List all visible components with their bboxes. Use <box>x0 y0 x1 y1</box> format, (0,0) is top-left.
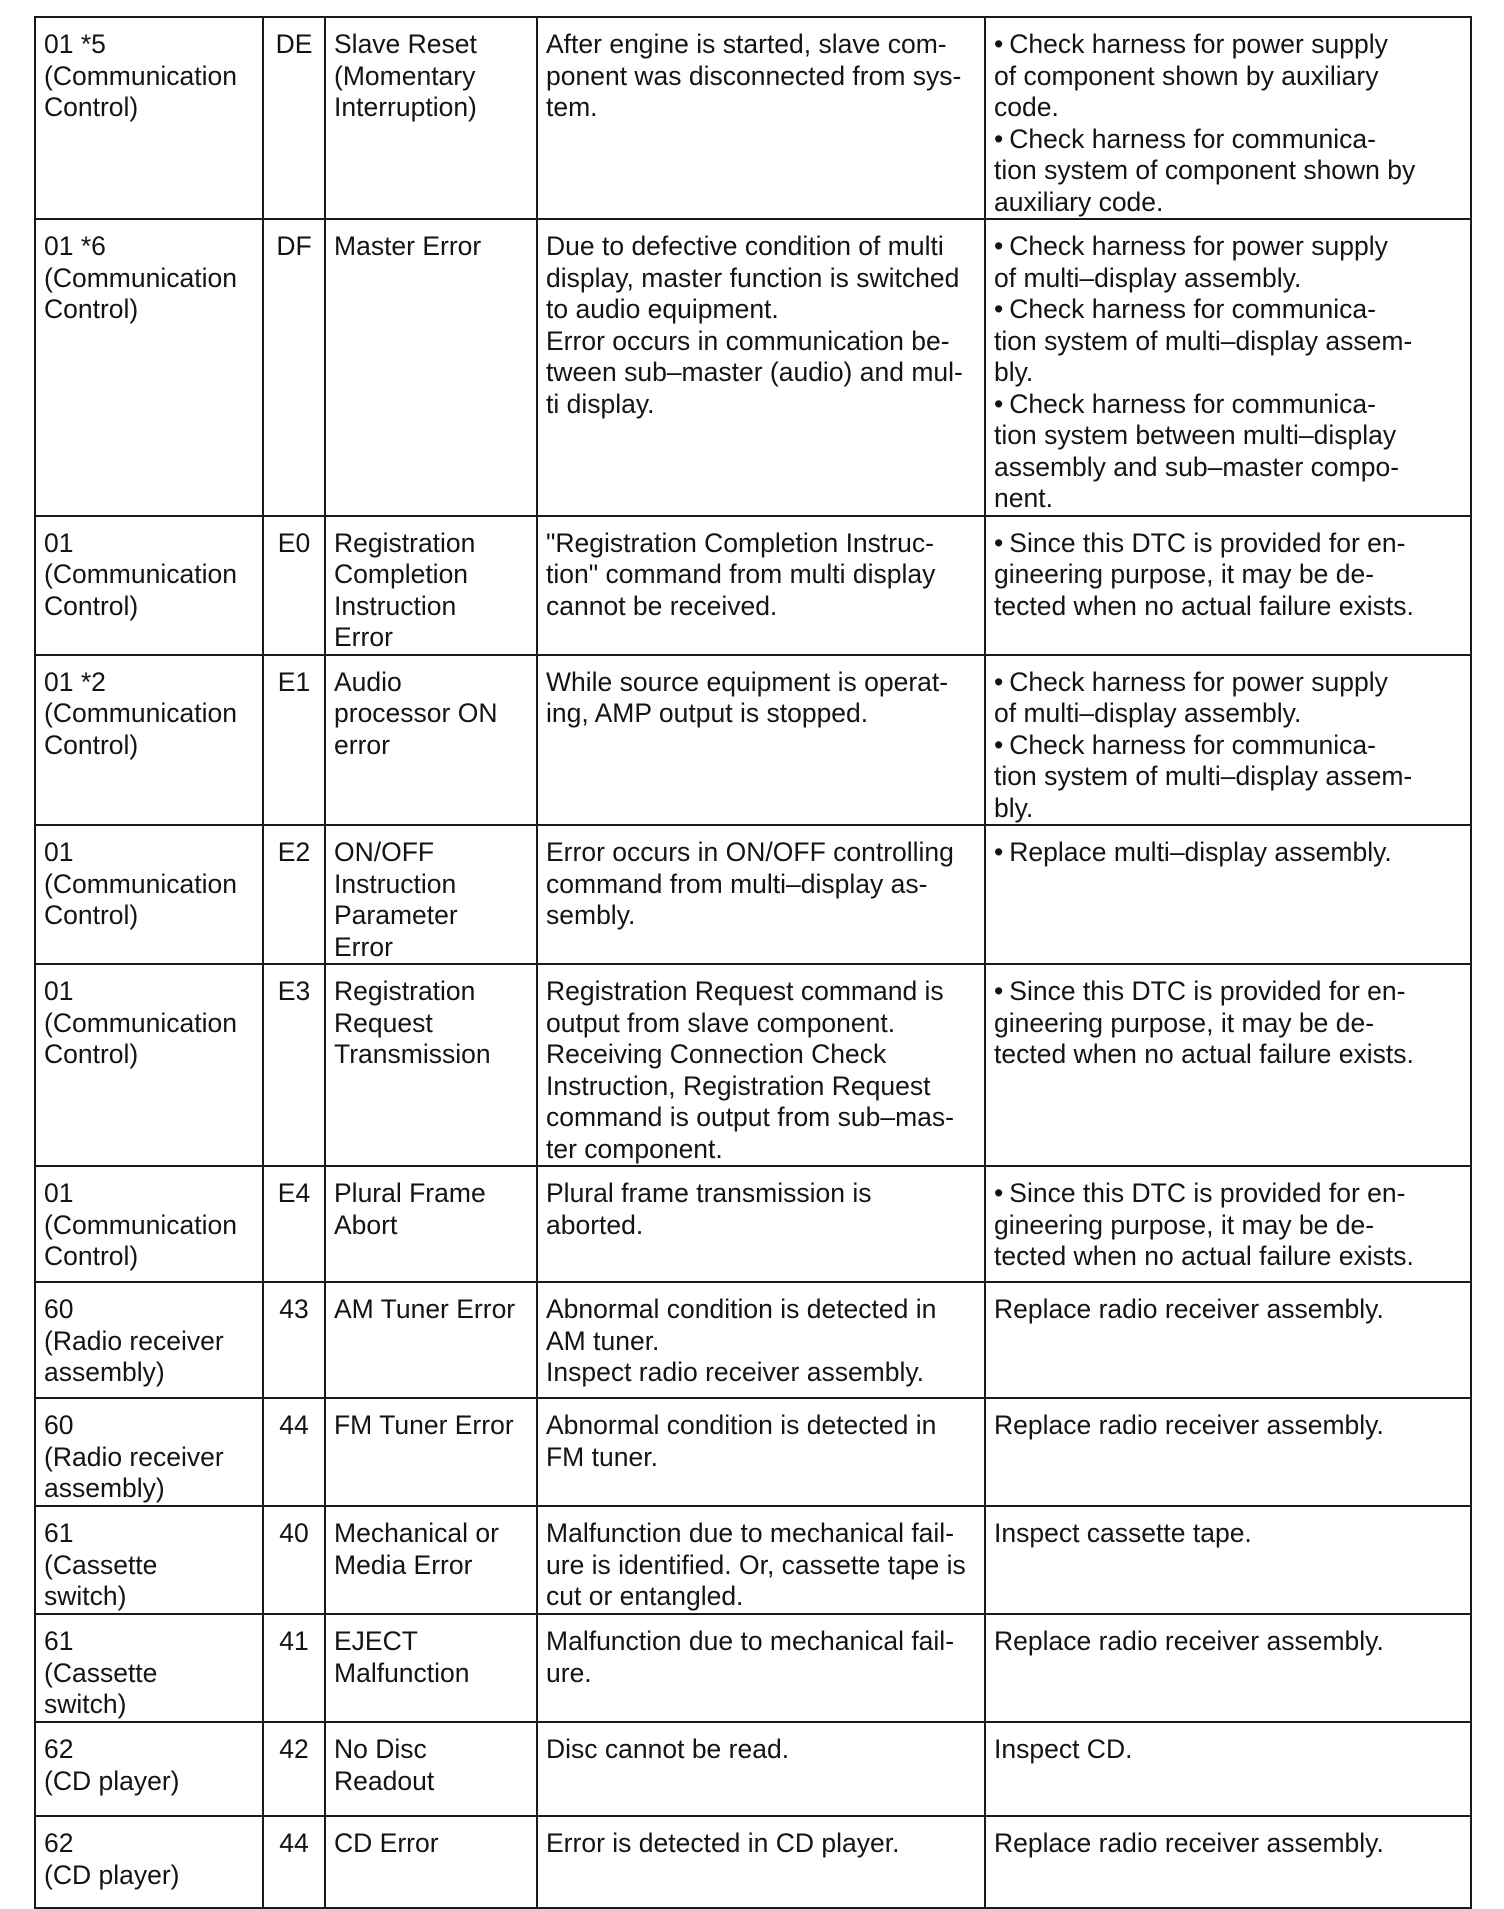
code-line: (Communication <box>44 1007 237 1038</box>
diagnostic-code-cell <box>35 17 263 219</box>
check-item-line: of component shown by auxiliary <box>994 60 1379 91</box>
check-item <box>994 231 1462 294</box>
check-item-line: bly. <box>994 792 1034 823</box>
trouble-condition-line: ure. <box>546 1657 592 1688</box>
check-item-line: tion system between multi–display <box>994 420 1397 450</box>
trouble-area-cell <box>985 964 1471 1166</box>
check-item-line: Check harness for communica- <box>1009 123 1376 154</box>
check-item <box>994 124 1462 219</box>
trouble-condition-line: cannot be received. <box>546 590 778 621</box>
trouble-condition-cell <box>537 1398 985 1506</box>
check-item <box>994 730 1462 825</box>
table-row <box>35 1722 1471 1816</box>
detection-item-cell <box>325 964 537 1166</box>
check-item-line: bly. <box>994 357 1034 387</box>
code-line: (Cassette <box>44 1657 158 1688</box>
check-item-line: Since this DTC is provided for en- <box>1009 1178 1406 1208</box>
detection-item-line: AM Tuner Error <box>334 1294 516 1324</box>
check-item <box>994 667 1462 730</box>
check-item-line: tected when no actual failure exists. <box>994 1039 1414 1069</box>
trouble-condition-line: command from multi–display as- <box>546 868 928 899</box>
detection-item-cell <box>325 1506 537 1614</box>
dtc-number: 44 <box>279 1410 309 1440</box>
trouble-area-cell <box>985 825 1471 964</box>
code-line: (Communication <box>44 262 237 293</box>
check-item-line: Check harness for power supply <box>1009 666 1388 697</box>
detection-item-cell <box>325 1398 537 1506</box>
diagnostic-code-cell <box>35 964 263 1166</box>
detection-item-line: ON/OFF <box>334 837 435 867</box>
check-item-line: tected when no actual failure exists. <box>994 590 1414 621</box>
check-item-line: code. <box>994 92 1059 122</box>
trouble-condition-line: Malfunction due to mechanical fail- <box>546 1518 955 1548</box>
trouble-condition-line: output from slave component. <box>546 1007 896 1038</box>
trouble-condition-line: ter component. <box>546 1133 723 1164</box>
trouble-area-cell <box>985 17 1471 219</box>
trouble-condition-cell <box>537 17 985 219</box>
trouble-condition-line: AM tuner. <box>546 1325 660 1356</box>
detection-item-cell <box>325 1722 537 1816</box>
check-item-line: gineering purpose, it may be de- <box>994 559 1375 589</box>
trouble-condition-cell <box>537 964 985 1166</box>
table-row <box>35 17 1471 219</box>
dtc-number-cell <box>263 1166 325 1282</box>
detection-item-line: Instruction <box>334 590 457 621</box>
detection-item-line: processor ON <box>334 698 498 728</box>
code-line: (Communication <box>44 60 237 91</box>
detection-item-cell <box>325 1614 537 1722</box>
code-line: 01 <box>44 527 74 558</box>
code-line: Control) <box>44 92 139 122</box>
trouble-condition-line: "Registration Completion Instruc- <box>546 527 934 558</box>
detection-item-line: Malfunction <box>334 1657 470 1688</box>
code-line: 62 <box>44 1828 74 1858</box>
check-item-line: tected when no actual failure exists. <box>994 1241 1414 1271</box>
dtc-number-cell <box>263 1398 325 1506</box>
trouble-area-cell <box>985 1166 1471 1282</box>
check-item-line: tion system of component shown by <box>994 155 1416 185</box>
detection-item-line: Instruction <box>334 868 457 899</box>
trouble-area-cell <box>985 1398 1471 1506</box>
code-line: Control) <box>44 729 139 760</box>
trouble-condition-cell <box>537 1816 985 1908</box>
table-row <box>35 1816 1471 1908</box>
detection-item-line: Error <box>334 931 393 962</box>
dtc-table <box>34 16 1472 1909</box>
detection-item-cell <box>325 655 537 826</box>
detection-item-cell <box>325 1282 537 1398</box>
dtc-number-cell <box>263 17 325 219</box>
check-item <box>994 976 1462 1071</box>
code-line: 01 *5 <box>44 29 106 59</box>
trouble-condition-line: tion" command from multi display <box>546 559 936 589</box>
code-line: Control) <box>44 590 139 621</box>
trouble-area-cell <box>985 516 1471 655</box>
code-line: 61 <box>44 1626 74 1656</box>
trouble-condition-cell <box>537 516 985 655</box>
dtc-number: E1 <box>277 666 311 697</box>
check-item <box>994 1178 1462 1273</box>
dtc-number-cell <box>263 219 325 516</box>
trouble-condition-line: tween sub–master (audio) and mul- <box>546 357 963 387</box>
trouble-condition-cell <box>537 655 985 826</box>
code-line: 01 <box>44 837 74 867</box>
detection-item-cell <box>325 825 537 964</box>
detection-item-line: Registration <box>334 976 476 1006</box>
trouble-area-cell <box>985 1506 1471 1614</box>
code-line: (Communication <box>44 1209 237 1240</box>
dtc-number: DF <box>276 231 312 261</box>
diagnostic-code-cell <box>35 1614 263 1722</box>
table-row <box>35 1398 1471 1506</box>
trouble-condition-cell <box>537 1282 985 1398</box>
detection-item-line: Completion <box>334 559 469 589</box>
check-item-line: auxiliary code. <box>994 186 1164 217</box>
trouble-condition-line: Disc cannot be read. <box>546 1734 790 1764</box>
trouble-condition-cell <box>537 825 985 964</box>
detection-item-line: Slave Reset <box>334 29 477 59</box>
dtc-number: 42 <box>279 1734 309 1764</box>
check-item <box>994 29 1462 124</box>
trouble-area-text: Replace radio receiver assembly. <box>994 1828 1384 1858</box>
trouble-area-text: Replace radio receiver assembly. <box>994 1626 1384 1656</box>
detection-item-line: Parameter <box>334 900 458 930</box>
trouble-area-cell <box>985 1722 1471 1816</box>
detection-item-line: Master Error <box>334 231 482 261</box>
code-line: 01 *6 <box>44 231 106 261</box>
trouble-condition-line: Malfunction due to mechanical fail- <box>546 1626 955 1656</box>
check-item <box>994 294 1462 389</box>
check-item-line: gineering purpose, it may be de- <box>994 1209 1375 1240</box>
code-line: 60 <box>44 1410 74 1440</box>
code-line: switch) <box>44 1581 127 1611</box>
detection-item-line: Plural Frame <box>334 1178 486 1208</box>
trouble-condition-cell <box>537 1614 985 1722</box>
trouble-condition-line: After engine is started, slave com- <box>546 29 947 59</box>
code-line: assembly) <box>44 1473 165 1503</box>
dtc-number: 40 <box>279 1518 309 1548</box>
detection-item-line: Audio <box>334 666 402 697</box>
code-line: switch) <box>44 1689 127 1719</box>
table-row <box>35 219 1471 516</box>
trouble-condition-line: ti display. <box>546 388 655 419</box>
trouble-condition-cell <box>537 1166 985 1282</box>
trouble-condition-line: Error occurs in ON/OFF controlling <box>546 837 954 867</box>
dtc-number: DE <box>275 29 313 59</box>
detection-item-line: Request <box>334 1007 433 1038</box>
trouble-condition-line: Inspect radio receiver assembly. <box>546 1357 925 1387</box>
dtc-number: E3 <box>277 976 311 1006</box>
code-line: Control) <box>44 294 139 324</box>
code-line: (Communication <box>44 559 237 589</box>
trouble-condition-line: Receiving Connection Check <box>546 1039 887 1069</box>
table-row <box>35 1282 1471 1398</box>
check-item-line: of multi–display assembly. <box>994 262 1302 293</box>
trouble-condition-line: Abnormal condition is detected in <box>546 1410 937 1440</box>
code-line: assembly) <box>44 1357 165 1387</box>
detection-item-cell <box>325 1166 537 1282</box>
check-item-line: Check harness for communica- <box>1009 388 1376 419</box>
check-item <box>994 389 1462 515</box>
check-item-line: Since this DTC is provided for en- <box>1009 527 1406 558</box>
trouble-condition-line: aborted. <box>546 1209 644 1240</box>
check-item-line: Check harness for communica- <box>1009 729 1376 760</box>
detection-item-line: (Momentary <box>334 60 476 91</box>
check-item-line: Check harness for power supply <box>1009 231 1388 261</box>
trouble-condition-line: Registration Request command is <box>546 976 944 1006</box>
detection-item-line: Media Error <box>334 1549 473 1580</box>
code-line: Control) <box>44 1241 139 1271</box>
trouble-condition-line: Instruction, Registration Request <box>546 1070 931 1101</box>
check-item-line: Check harness for power supply <box>1009 29 1388 59</box>
code-line: Control) <box>44 1039 139 1069</box>
table-row <box>35 1614 1471 1722</box>
check-item <box>994 528 1462 623</box>
trouble-condition-line: ponent was disconnected from sys- <box>546 60 962 91</box>
diagnostic-code-cell <box>35 219 263 516</box>
dtc-number-cell <box>263 655 325 826</box>
dtc-number-cell <box>263 516 325 655</box>
code-line: 60 <box>44 1294 74 1324</box>
dtc-number: E2 <box>277 837 311 867</box>
trouble-condition-line: Error is detected in CD player. <box>546 1828 900 1858</box>
trouble-condition-line: cut or entangled. <box>546 1581 744 1611</box>
trouble-condition-line: ure is identified. Or, cassette tape is <box>546 1549 966 1580</box>
table-row <box>35 825 1471 964</box>
trouble-condition-line: Error occurs in communication be- <box>546 325 950 356</box>
trouble-area-text: Inspect cassette tape. <box>994 1518 1252 1548</box>
trouble-condition-cell <box>537 219 985 516</box>
dtc-number-cell <box>263 1816 325 1908</box>
code-line: (CD player) <box>44 1859 180 1890</box>
detection-item-line: Interruption) <box>334 92 477 122</box>
detection-item-line: Transmission <box>334 1039 491 1069</box>
code-line: (Communication <box>44 698 237 728</box>
check-item-line: of multi–display assembly. <box>994 698 1302 728</box>
trouble-area-text: Replace radio receiver assembly. <box>994 1410 1384 1440</box>
dtc-number: 43 <box>279 1294 309 1324</box>
detection-item-cell <box>325 17 537 219</box>
code-line: (Communication <box>44 868 237 899</box>
check-item-line: assembly and sub–master compo- <box>994 451 1400 482</box>
detection-item-line: FM Tuner Error <box>334 1410 514 1440</box>
code-line: (Radio receiver <box>44 1325 224 1356</box>
code-line: Control) <box>44 900 139 930</box>
diagnostic-code-cell <box>35 1816 263 1908</box>
dtc-number: E4 <box>277 1178 311 1208</box>
diagnostic-code-cell <box>35 516 263 655</box>
code-line: 01 <box>44 976 74 1006</box>
trouble-area-cell <box>985 1282 1471 1398</box>
check-item-line: Since this DTC is provided for en- <box>1009 976 1406 1006</box>
table-row <box>35 655 1471 826</box>
trouble-area-cell <box>985 1614 1471 1722</box>
check-item-line: tion system of multi–display assem- <box>994 761 1413 791</box>
diagnostic-code-cell <box>35 1166 263 1282</box>
check-item-line: Check harness for communica- <box>1009 294 1376 324</box>
diagnostic-code-cell <box>35 1722 263 1816</box>
trouble-condition-line: command is output from sub–mas- <box>546 1102 954 1132</box>
dtc-number-cell <box>263 1506 325 1614</box>
trouble-condition-line: Abnormal condition is detected in <box>546 1294 937 1324</box>
dtc-number: 41 <box>279 1626 309 1656</box>
table-row <box>35 1506 1471 1614</box>
check-item <box>994 837 1462 869</box>
trouble-condition-line: FM tuner. <box>546 1441 658 1472</box>
dtc-number-cell <box>263 964 325 1166</box>
trouble-area-cell <box>985 655 1471 826</box>
trouble-area-text: Replace radio receiver assembly. <box>994 1294 1384 1324</box>
trouble-area-cell <box>985 1816 1471 1908</box>
detection-item-line: No Disc <box>334 1734 427 1764</box>
trouble-condition-line: tem. <box>546 92 598 122</box>
table-row <box>35 964 1471 1166</box>
trouble-condition-line: sembly. <box>546 900 636 930</box>
check-item-line: tion system of multi–display assem- <box>994 325 1413 356</box>
trouble-area-text: Inspect CD. <box>994 1734 1133 1764</box>
dtc-number-cell <box>263 825 325 964</box>
dtc-number-cell <box>263 1614 325 1722</box>
trouble-condition-cell <box>537 1722 985 1816</box>
detection-item-cell <box>325 516 537 655</box>
dtc-number: 44 <box>279 1828 309 1858</box>
code-line: (Radio receiver <box>44 1441 224 1472</box>
diagnostic-code-cell <box>35 655 263 826</box>
trouble-condition-line: display, master function is switched <box>546 262 960 293</box>
code-line: 62 <box>44 1734 74 1764</box>
detection-item-line: Mechanical or <box>334 1518 499 1548</box>
code-line: (Cassette <box>44 1549 158 1580</box>
trouble-condition-line: to audio equipment. <box>546 294 779 324</box>
check-item-line: nent. <box>994 483 1053 513</box>
detection-item-line: Error <box>334 622 393 652</box>
table-row <box>35 516 1471 655</box>
detection-item-line: Readout <box>334 1765 435 1796</box>
code-line: 01 <box>44 1178 74 1208</box>
detection-item-line: Registration <box>334 527 476 558</box>
dtc-number-cell <box>263 1282 325 1398</box>
detection-item-line: CD Error <box>334 1828 439 1858</box>
trouble-condition-line: Due to defective condition of multi <box>546 231 944 261</box>
detection-item-cell <box>325 219 537 516</box>
dtc-table-page <box>34 16 1470 1909</box>
diagnostic-code-cell <box>35 1398 263 1506</box>
trouble-condition-line: ing, AMP output is stopped. <box>546 698 869 728</box>
trouble-condition-line: While source equipment is operat- <box>546 666 949 697</box>
trouble-condition-cell <box>537 1506 985 1614</box>
dtc-number: E0 <box>277 527 311 558</box>
detection-item-line: error <box>334 729 390 760</box>
code-line: 61 <box>44 1518 74 1548</box>
diagnostic-code-cell <box>35 1282 263 1398</box>
check-item-line: Replace multi–display assembly. <box>1009 837 1392 867</box>
diagnostic-code-cell <box>35 1506 263 1614</box>
trouble-condition-line: Plural frame transmission is <box>546 1178 872 1208</box>
code-line: 01 *2 <box>44 666 106 697</box>
detection-item-line: EJECT <box>334 1626 418 1656</box>
detection-item-line: Abort <box>334 1209 398 1240</box>
trouble-area-cell <box>985 219 1471 516</box>
detection-item-cell <box>325 1816 537 1908</box>
table-row <box>35 1166 1471 1282</box>
code-line: (CD player) <box>44 1765 180 1796</box>
dtc-number-cell <box>263 1722 325 1816</box>
check-item-line: gineering purpose, it may be de- <box>994 1007 1375 1038</box>
diagnostic-code-cell <box>35 825 263 964</box>
